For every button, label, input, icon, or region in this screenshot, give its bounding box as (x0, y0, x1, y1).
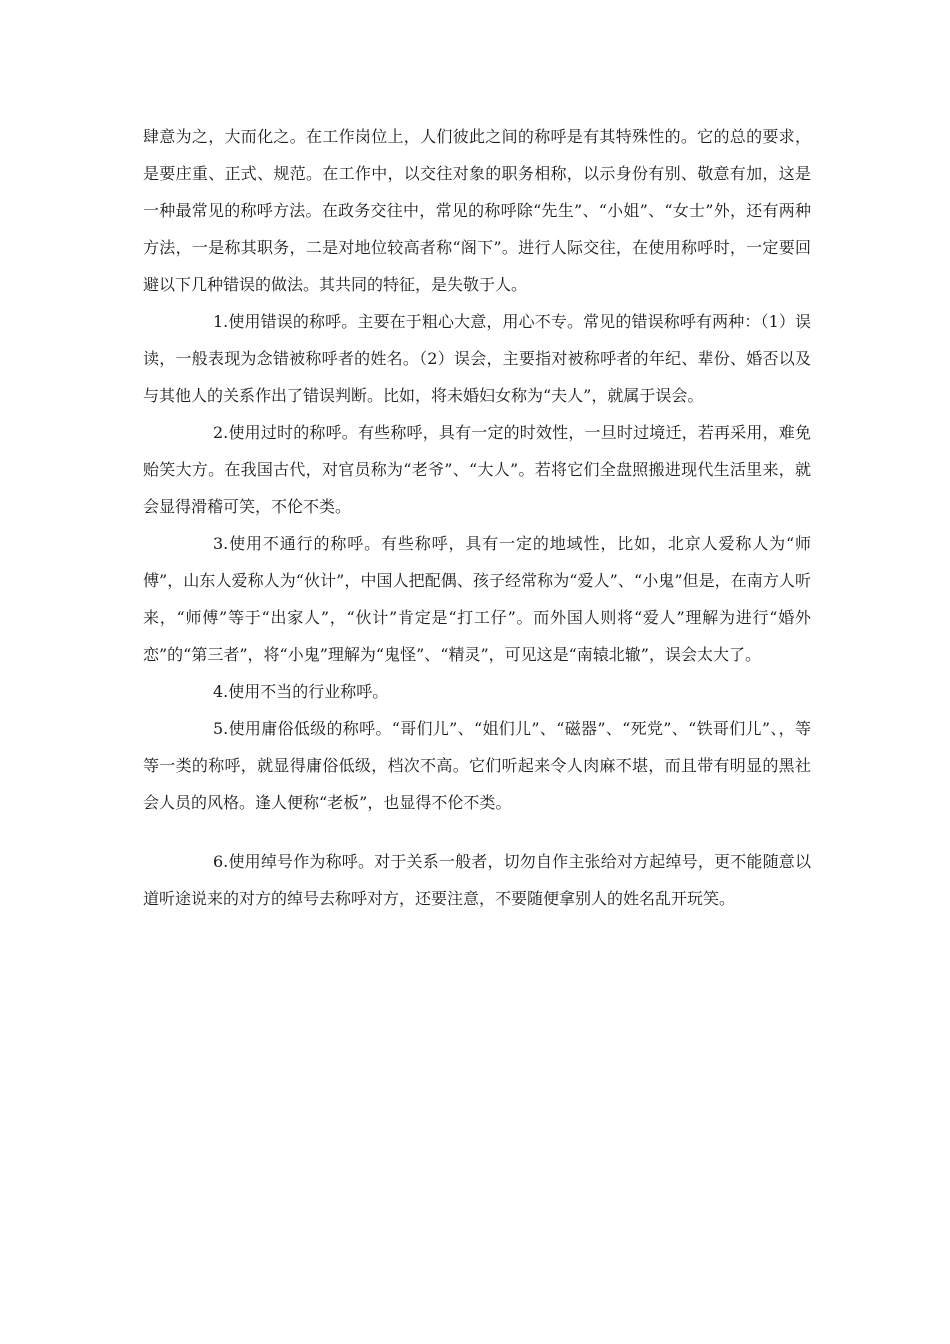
paragraph-intro: 肆意为之，大而化之。在工作岗位上，人们彼此之间的称呼是有其特殊性的。它的总的要求，是要庄重、正式、规范。在工作中，以交往对象的职务相称，以示身份有别、敬意有加，这是一种最常见的称呼方法。在政务交往中，常见的称呼除“先生”、“小姐”、“女士”外，还有两种方法，一是称其职务，二是对地位较高者称“阁下”。进行人际交往，在使用称呼时，一定要回避以下几种错误的做法。其共同的特征，是失敬于人。 (143, 127, 811, 294)
paragraph-item-5: 5.使用庸俗低级的称呼。“哥们儿”、“姐们儿”、“磁器”、“死党”、“铁哥们儿”、，等等一类的称呼，就显得庸俗低级，档次不高。它们听起来令人肉麻不堪，而且带有明显的黑社会人员的风格。逢人便称“老板”，也显得不伦不类。 (143, 719, 811, 812)
document-body (143, 118, 811, 917)
paragraph-item-2: 2.使用过时的称呼。有些称呼，具有一定的时效性，一旦时过境迁，若再采用，难免贻笑大方。在我国古代，对官员称为“老爷”、“大人”。若将它们全盘照搬进现代生活里来，就会显得滑稽可笑，不伦不类。 (143, 423, 811, 516)
paragraph-item-6: 6.使用绰号作为称呼。对于关系一般者，切勿自作主张给对方起绰号，更不能随意以道听途说来的对方的绰号去称呼对方，还要注意，不要随便拿别人的姓名乱开玩笑。 (143, 852, 811, 908)
paragraph-item-1: 1.使用错误的称呼。主要在于粗心大意，用心不专。常见的错误称呼有两种：（1）误读，一般表现为念错被称呼者的姓名。（2）误会，主要指对被称呼者的年纪、辈份、婚否以及与其他人的关系作出了错误判断。比如，将未婚妇女称为“夫人”，就属于误会。 (143, 312, 811, 405)
paragraph-item-4: 4.使用不当的行业称呼。 (213, 682, 389, 701)
paragraph-item-3: 3.使用不通行的称呼。有些称呼，具有一定的地域性，比如，北京人爱称人为“师傅”，山东人爱称人为“伙计”，中国人把配偶、孩子经常称为“爱人”、“小鬼”但是，在南方人听来，“师傅”等于“出家人”，“伙计”肯定是“打工仔”。而外国人则将“爱人”理解为进行“婚外恋”的“第三者”，将“小鬼”理解为“鬼怪”、“精灵”，可见这是“南辕北辙”，误会太大了。 (143, 534, 811, 664)
